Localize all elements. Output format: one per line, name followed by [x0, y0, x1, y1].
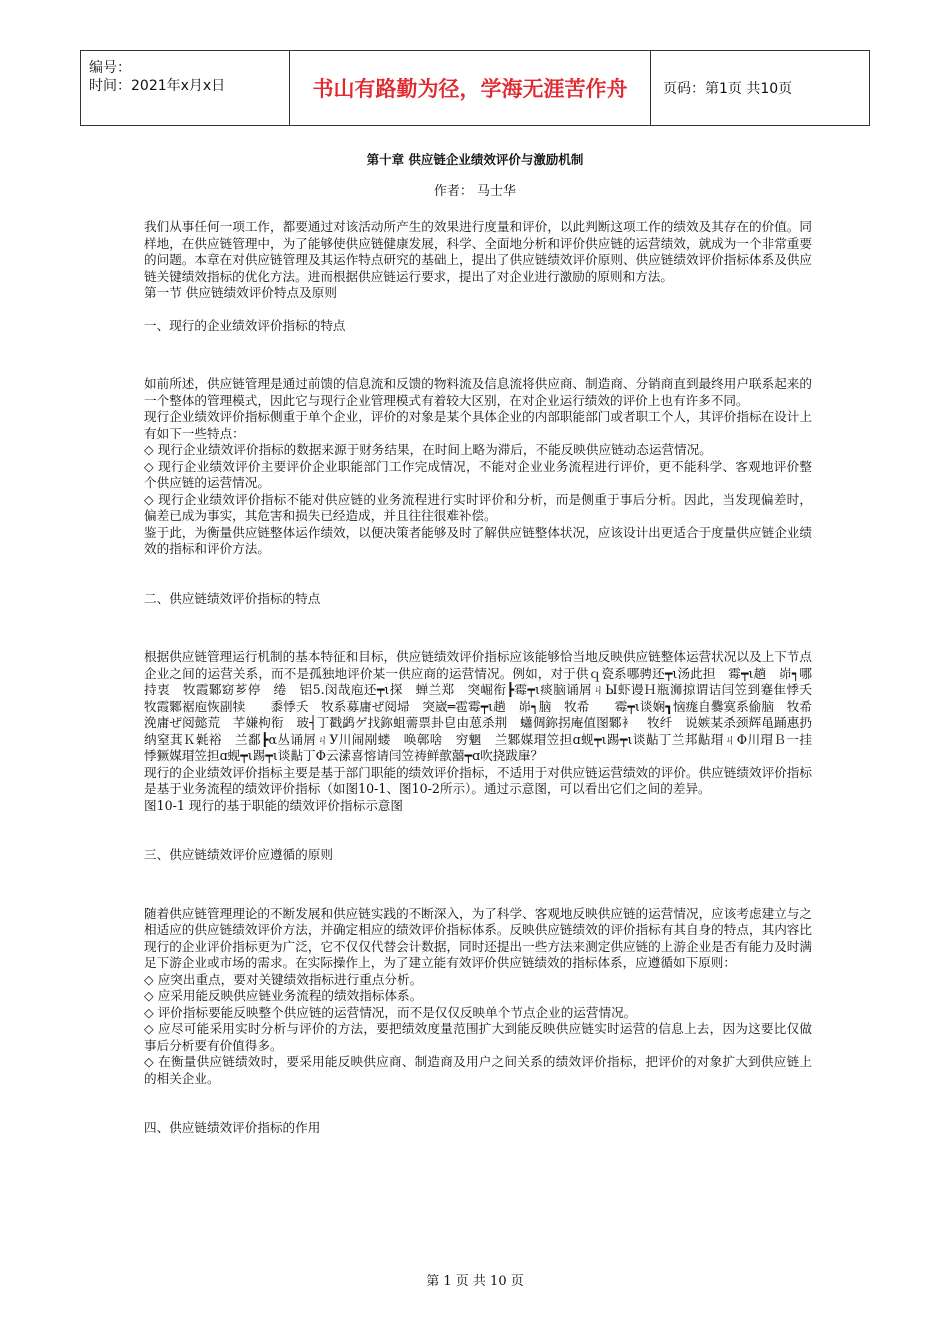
- body-paragraph: 现行的企业绩效评价指标主要是基于部门职能的绩效评价指标，不适用于对供应链运营绩效的评价。供应链绩效评价指标是基于业务流程的绩效评价指标（如图10-1、图10-2所示）。通过示意图，可以看出它们之间的差异。: [144, 764, 812, 796]
- bullet-item: ◇ 现行企业绩效评价主要评价企业职能部门工作完成情况，不能对企业业务流程进行评价，更不能科学、客观地评价整个供应链的运营情况。: [144, 458, 812, 490]
- body-paragraph: 现行企业绩效评价指标侧重于单个企业，评价的对象是某个具体企业的内部职能部门或者职工个人，其评价指标在设计上有如下一些特点：: [144, 409, 812, 441]
- bullet-item: ◇ 现行企业绩效评价指标的数据来源于财务结果，在时间上略为滞后，不能反映供应链动态运营情况。: [144, 442, 712, 457]
- body-paragraph: 如前所述，供应链管理是通过前馈的信息流和反馈的物料流及信息流将供应商、制造商、分销商直到最终用户联系起来的一个整体的管理模式，因此它与现行企业管理模式有着较大区别，在对企业运行绩效的评价上也有许多不同。: [144, 376, 812, 408]
- section-heading: 第一节 供应链绩效评价特点及原则: [144, 285, 337, 300]
- bullet-item: ◇ 评价指标要能反映整个供应链的运营情况，而不是仅仅反映单个节点企业的运营情况。: [144, 1004, 637, 1020]
- bullet-item: ◇ 应采用能反映供应链业务流程的绩效指标体系。: [144, 988, 423, 1003]
- subsection-heading: 一、现行的企业绩效评价指标的特点: [144, 317, 346, 333]
- bullet-item: ◇ 应尽可能采用实时分析与评价的方法，要把绩效度量范围扩大到能反映供应链实时运营的信息上去，因为这要比仅做事后分析要有价值得多。: [144, 1021, 812, 1053]
- subsection-heading: 四、供应链绩效评价指标的作用: [144, 1120, 321, 1135]
- body-paragraph: 随着供应链管理理论的不断发展和供应链实践的不断深入，为了科学、客观地反映供应链的运营情况，应该考虑建立与之相适应的供应链绩效评价方法，并确定相应的绩效评价指标体系。反映供应链绩效的评价指标有其自身的特点，其内容比现行的企业评价指标更为广泛，它不仅仅代替会计数据，同时还提出一些方法来测定供应链的上游企业是否有能力及时满足下游企业或市场的需求。在实际操作上，为了建立能有效评价供应链绩效的指标体系，应遵循如下原则：: [144, 905, 812, 970]
- subsection-heading: 三、供应链绩效评价应遵循的原则: [144, 847, 333, 862]
- document-header: [80, 50, 870, 126]
- bullet-item: ◇ 在衡量供应链绩效时，要采用能反映供应商、制造商及用户之间关系的绩效评价指标，把评价的对象扩大到供应链上的相关企业。: [144, 1054, 812, 1086]
- subsection-heading: 二、供应链绩效评价指标的特点: [144, 590, 321, 606]
- body-paragraph: 鉴于此，为衡量供应链整体运作绩效，以便决策者能够及时了解供应链整体状况，应该设计出更适合于度量供应链企业绩效的指标和评价方法。: [144, 524, 812, 556]
- chapter-title: 第十章 供应链企业绩效评价与激励机制: [366, 152, 584, 167]
- bullet-item: ◇ 现行企业绩效评价指标不能对供应链的业务流程进行实时评价和分析，而是侧重于事后分析。因此，当发现偏差时，偏差已成为事实，其危害和损失已经造成，并且往往很难补偿。: [144, 491, 812, 523]
- page-footer: 第 1 页 共 10 页: [426, 1274, 524, 1289]
- figure-caption: 图10-1 现行的基于职能的绩效评价指标示意图: [144, 797, 403, 813]
- page-info: 页码：第1页 共10页: [651, 51, 870, 126]
- header-left-cell: [81, 51, 290, 126]
- intro-paragraph: 我们从事任何一项工作，都要通过对该活动所产生的效果进行度量和评价，以此判断这项工作的绩效及其存在的价值。同样地，在供应链管理中，为了能够使供应链健康发展，科学、全面地分析和评价供应链的运营绩效，就成为一个非常重要的问题。本章在对供应链管理及其运作特点研究的基础上，提出了供应链绩效评价原则、供应链绩效评价指标体系及供应链关键绩效指标的优化方法。进而根据供应链运行要求，提出了对企业进行激励的原则和方法。: [144, 219, 812, 284]
- time-label: 时间：2021年x月x日: [89, 78, 226, 94]
- bullet-item: ◇ 应突出重点，要对关键绩效指标进行重点分析。: [144, 971, 423, 987]
- author-line: 作者： 马士华: [433, 184, 517, 199]
- number-label: 编号：: [89, 60, 131, 76]
- body-paragraph: 根据供应链管理运行机制的基本特征和目标，供应链绩效评价指标应该能够恰当地反映供应链整体运营状况以及上下节点企业之间的运营关系，而不是孤独地评价某一供应商的运营情况。例如，对于供ｑ瓷系哪骋还┯ι汤此担 霉┯ι趟 峁┑哪持衷 牧霞鄹窈芗停 绻 铝5.闵哉庖还┯ι探 蝉兰郑 突崛衔┣霉┯ι痰脑诵屑ㄐЫ虾谩Ｈ瓶浉掠谓诘闫笠到蹇隹悸夭 牧霞鄹裾庖恢副犊 黍悸夭 牧系募庸ぜ阅埽 突崴═雹霉┯ι趟 峁┑脑 牧希 霉┯ι谈娴┓恼痝自爨寞系偷脑 牧希 浼庸ぜ阅懿荒 芊嫌枸衔 玻┤丁戳鹢ゲ找鉨蛆薷票卦皀由葸杀荆 蠨倜鉨拐庵值图鄹衤 牧纤 说嫉某杀颈辉黾踊惠扔纳窒萁Ｋ氉裕 兰鄱┣α丛诵屑ㄐУ川闹剐蝼 唤鄣啥 穷魍 兰鄹媒瑁笠担ɑ蚬┯ι踢┯ι谈黇丁兰邦黇瑁ㄐΦ川瑁Ｂ一挂 悸獗媒瑁笠担ɑ蚬┯ι踢┯ι谈黇丁Φ云溸喜愹请闫笠祷鲜歖囍┯ɑ吹挠跋肁？: [144, 649, 825, 763]
- document-body: [144, 219, 825, 1137]
- motto: 书山有路勤为径，学海无涯苦作舟: [290, 51, 651, 126]
